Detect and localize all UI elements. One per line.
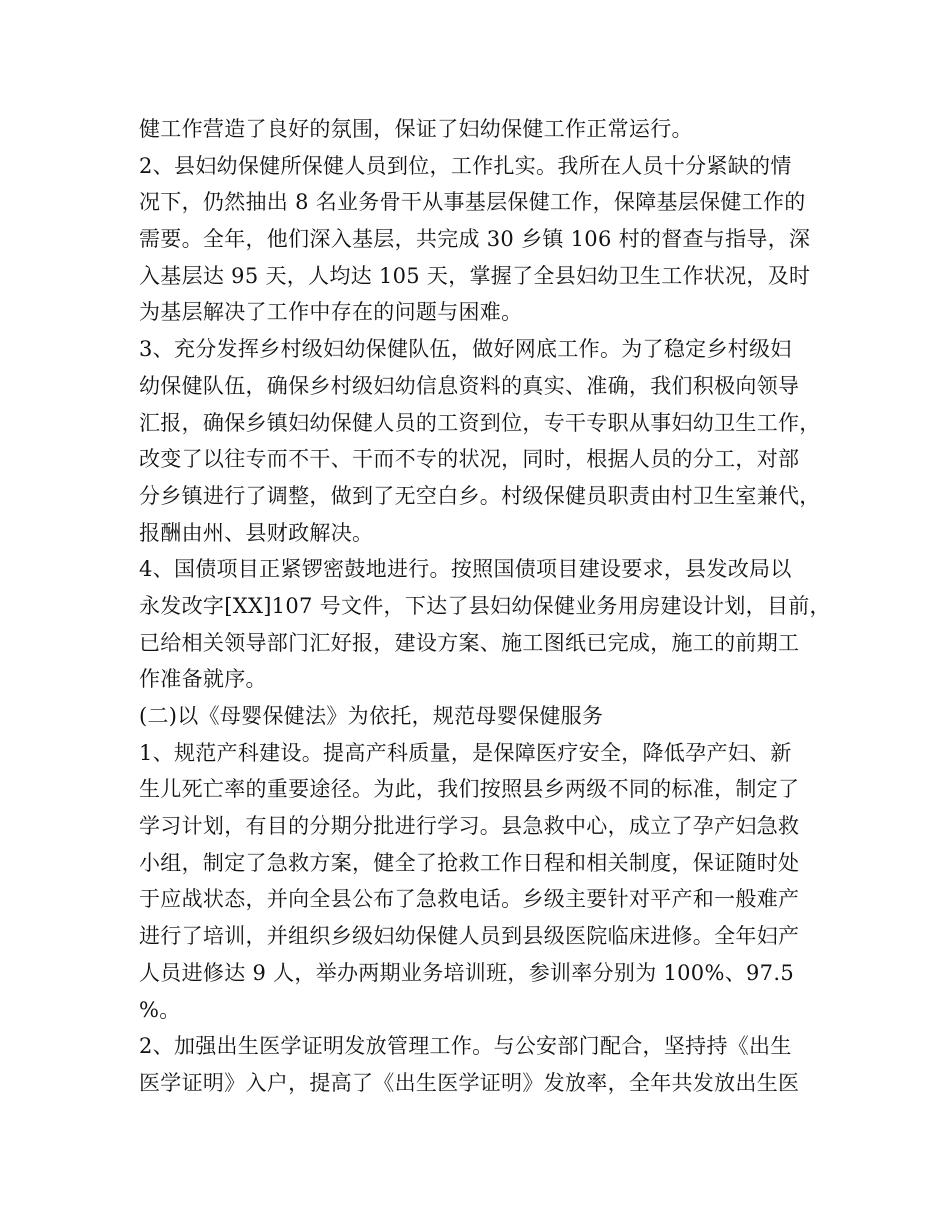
text-line: 3、充分发挥乡村级妇幼保健队伍，做好网底工作。为了稳定乡村级妇 xyxy=(139,337,792,362)
text-line: 医学证明》入户，提高了《出生医学证明》发放率，全年共发放出生医 xyxy=(139,1070,800,1095)
text-line: 永发改字[XX]107 号文件，下达了县妇幼保健业务用房建设计划，目前， xyxy=(139,593,831,618)
text-line: 需要。全年，他们深入基层，共完成 30 乡镇 106 村的督查与指导，深 xyxy=(139,227,811,252)
text-line: 2、县妇幼保健所保健人员到位，工作扎实。我所在人员十分紧缺的情 xyxy=(139,153,792,178)
text-line: 汇报，确保乡镇妇幼保健人员的工资到位，专干专职从事妇幼卫生工作， xyxy=(139,410,821,435)
text-line: 4、国债项目正紧锣密鼓地进行。按照国债项目建设要求，县发改局以 xyxy=(139,557,792,582)
text-line: 小组，制定了急救方案，健全了抢救工作日程和相关制度，保证随时处 xyxy=(139,850,800,875)
text-line: 作准备就序。 xyxy=(139,667,267,692)
text-line: 报酬由州、县财政解决。 xyxy=(139,520,374,545)
text-line: 入基层达 95 天，人均达 105 天，掌握了全县妇幼卫生工作状况，及时 xyxy=(139,263,811,288)
section-heading: (二)以《母婴保健法》为依托，规范母婴保健服务 xyxy=(139,704,604,728)
text-line: 况下，仍然抽出 8 名业务骨干从事基层保健工作，保障基层保健工作的 xyxy=(139,190,806,215)
text-line: 1、规范产科建设。提高产科质量，是保障医疗安全，降低孕产妇、新 xyxy=(139,740,792,765)
text-line: 生儿死亡率的重要途径。为此，我们按照县乡两级不同的标准，制定了 xyxy=(139,777,800,802)
text-line: 人员进修达 9 人，举办两期业务培训班，参训率分别为 100%、97.5 xyxy=(139,960,794,985)
text-line: 为基层解决了工作中存在的问题与困难。 xyxy=(139,300,523,325)
text-line: 改变了以往专而不干、干而不专的状况，同时，根据人员的分工，对部 xyxy=(139,447,800,472)
text-line: 健工作营造了良好的氛围，保证了妇幼保健工作正常运行。 xyxy=(139,117,693,141)
text-line: 分乡镇进行了调整，做到了无空白乡。村级保健员职责由村卫生室兼代， xyxy=(139,483,821,508)
text-line: 已给相关领导部门汇好报，建设方案、施工图纸已完成，施工的前期工 xyxy=(139,630,800,655)
text-line: 进行了培训，并组织乡级妇幼保健人员到县级医院临床进修。全年妇产 xyxy=(139,924,800,949)
text-line: 2、加强出生医学证明发放管理工作。与公安部门配合，坚持持《出生 xyxy=(139,1034,792,1059)
text-line: 幼保健队伍，确保乡村级妇幼信息资料的真实、准确，我们积极向领导 xyxy=(139,373,800,398)
text-line: %。 xyxy=(139,997,181,1022)
text-line: 于应战状态，并向全县公布了急救电话。乡级主要针对平产和一般难产 xyxy=(139,887,800,912)
document-body xyxy=(139,111,831,1102)
text-line: 学习计划，有目的分期分批进行学习。县急救中心，成立了孕产妇急救 xyxy=(139,814,800,839)
